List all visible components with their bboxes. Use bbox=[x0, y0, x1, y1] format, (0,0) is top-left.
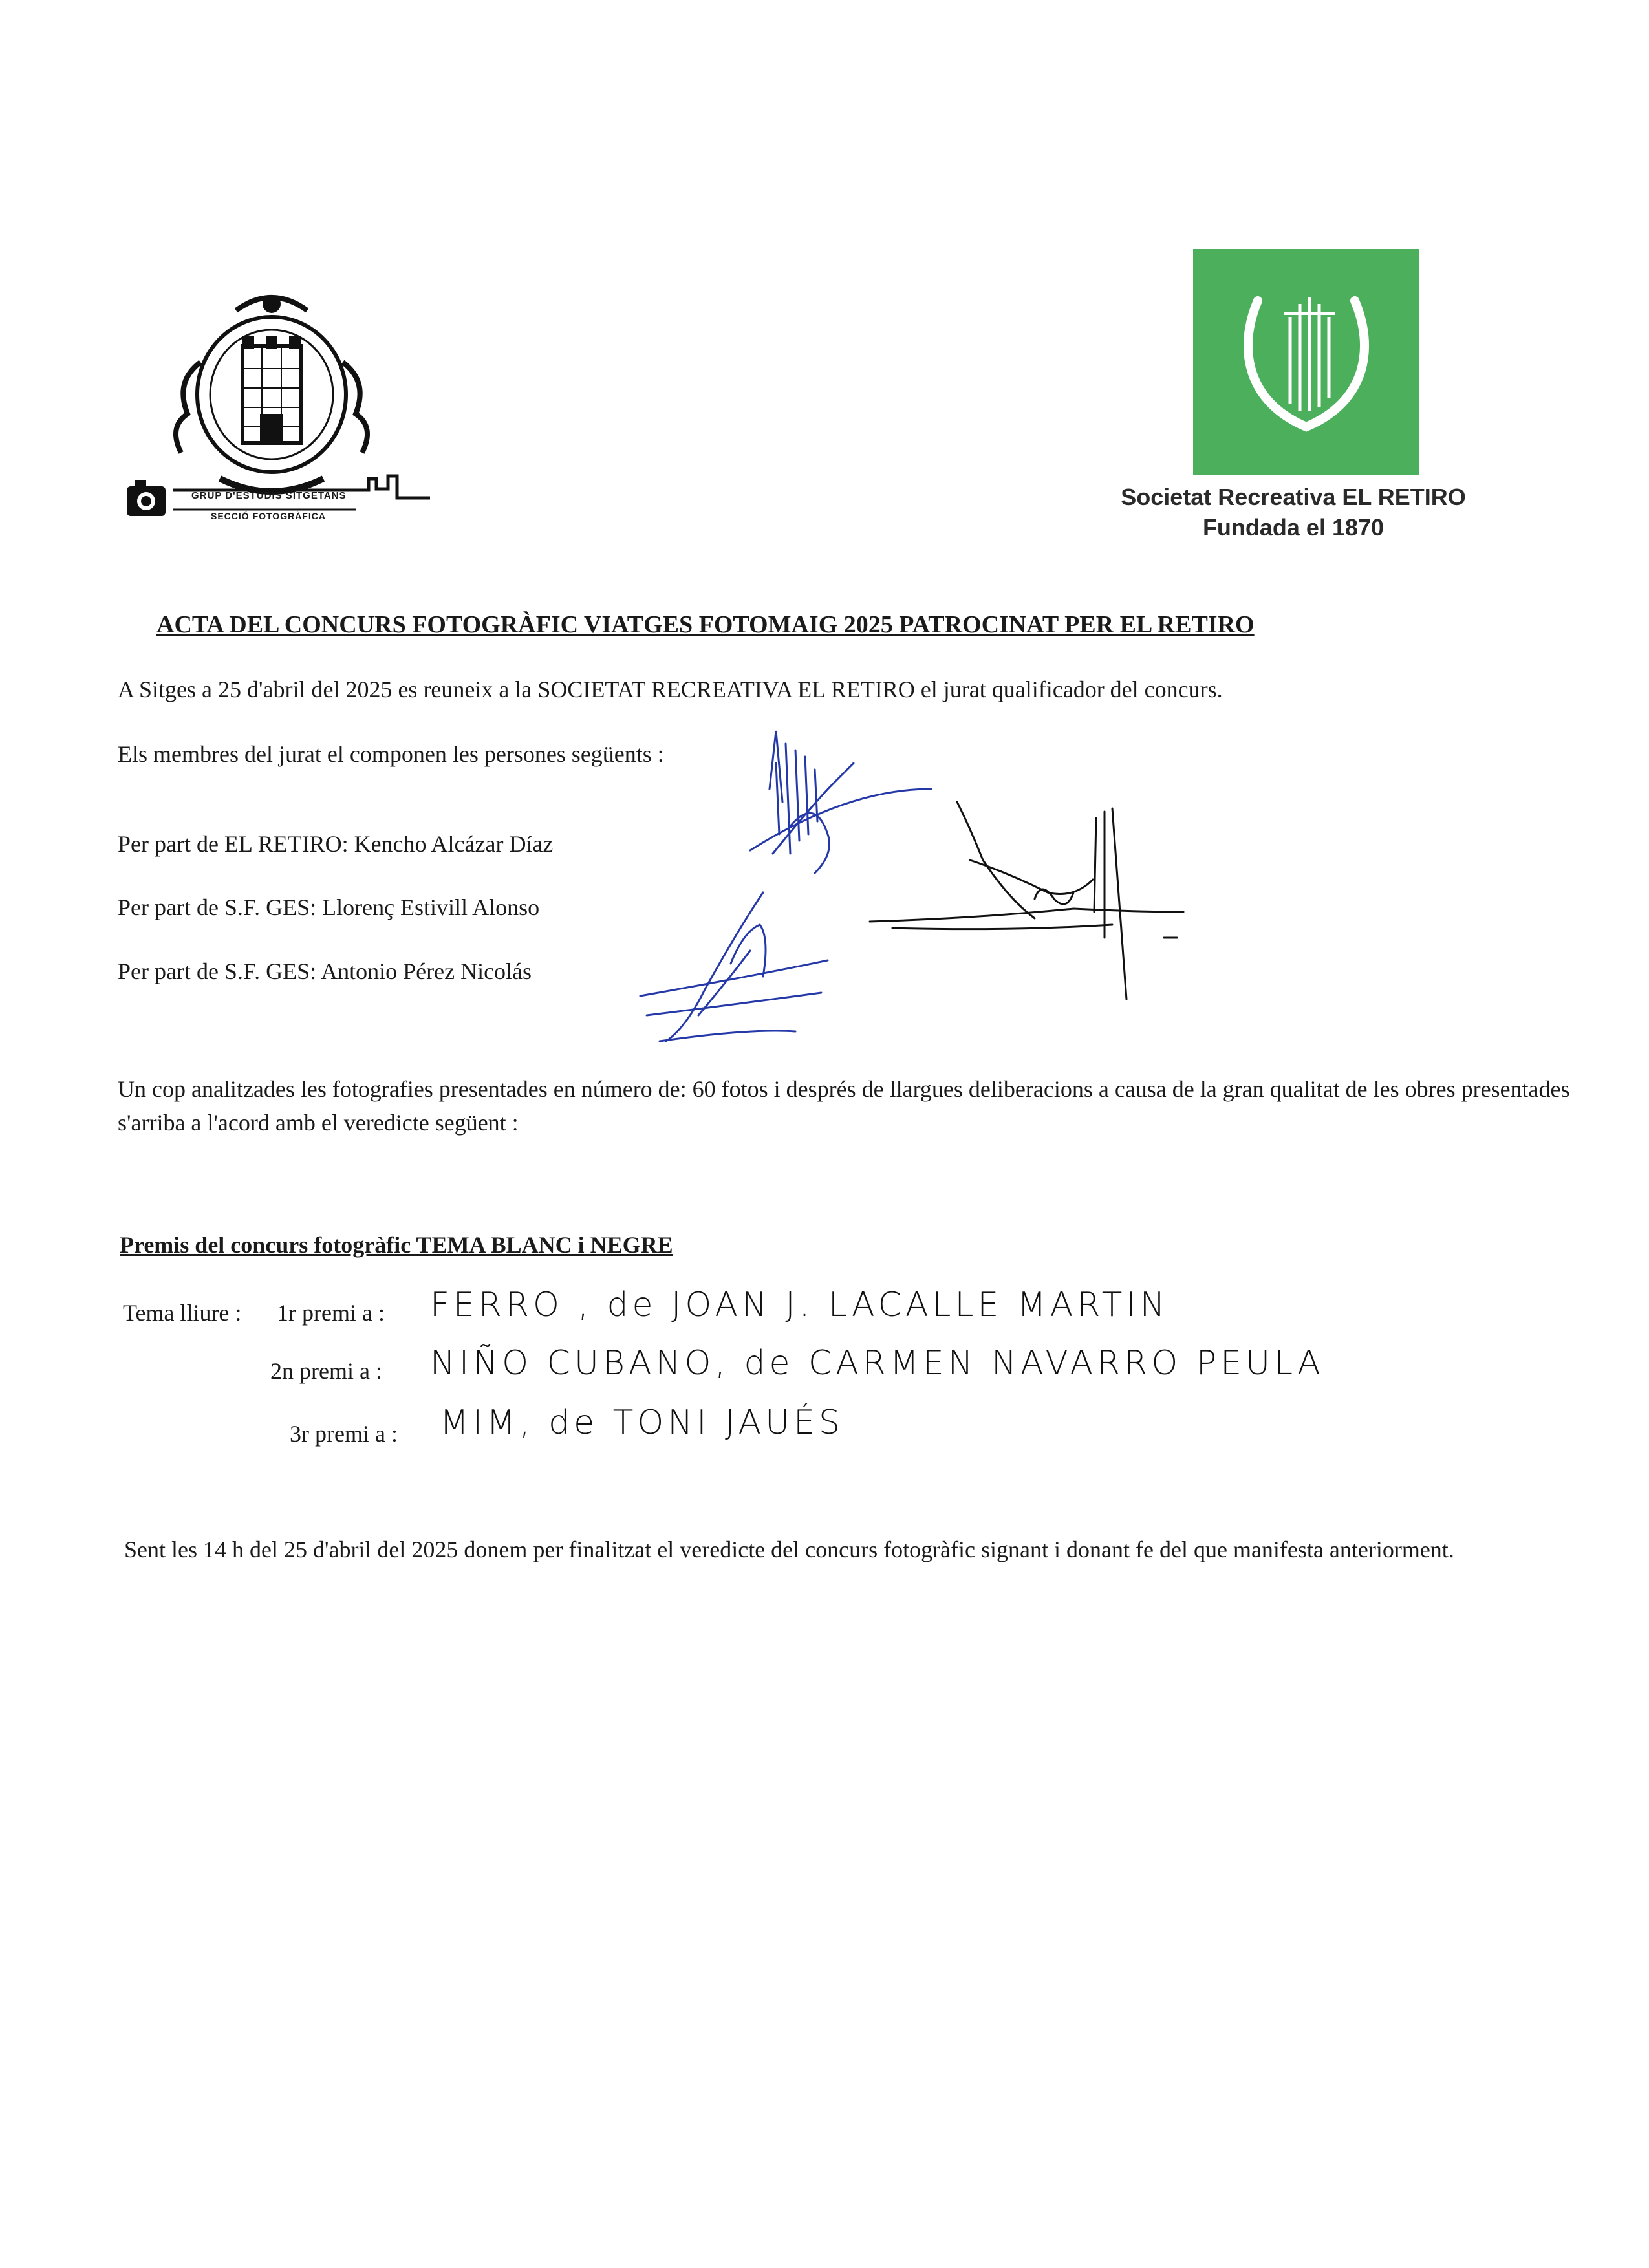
prize-3-label: 3r premi a : bbox=[290, 1421, 398, 1447]
jury-member-1: Per part de EL RETIRO: Kencho Alcázar Díaz bbox=[118, 831, 554, 857]
document-title: ACTA DEL CONCURS FOTOGRÀFIC VIATGES FOTOMAIG 2025 PATROCINAT PER EL RETIRO bbox=[156, 611, 1255, 638]
ges-logo-caption-section: SECCIÓ FOTOGRÀFICA bbox=[211, 511, 326, 521]
jury-intro: Els membres del jurat el componen les persones següents : bbox=[118, 741, 664, 767]
analysis-paragraph: Un cop analitzades les fotografies presentades en número de: 60 fotos i després de llargues deliberacions a causa de la gran qualitat de les obres presentades s'arriba a l'acord amb el veredicte següent : bbox=[118, 1076, 1570, 1136]
retiro-lyre-logo bbox=[1193, 249, 1419, 475]
jury-member-2: Per part de S.F. GES: Llorenç Estivill Alonso bbox=[118, 894, 540, 920]
retiro-founded-year: Fundada el 1870 bbox=[1202, 514, 1385, 541]
intro-paragraph: A Sitges a 25 d'abril del 2025 es reuneix a la SOCIETAT RECREATIVA EL RETIRO el jurat qualificador del concurs. bbox=[118, 676, 1223, 702]
prize-3-winner: MIM, de TONI JAUÉS bbox=[440, 1403, 845, 1442]
prize-2-label: 2n premi a : bbox=[270, 1358, 382, 1384]
prize-1-label: 1r premi a : bbox=[277, 1300, 385, 1326]
prizes-heading: Premis del concurs fotogràfic TEMA BLANC i NEGRE bbox=[120, 1232, 673, 1258]
prize-2-winner: NIÑO CUBANO, de CARMEN NAVARRO PEULA bbox=[430, 1344, 1324, 1383]
ges-logo-caption-name: GRUP D'ESTUDIS SITGETANS bbox=[191, 490, 347, 501]
retiro-society-name: Societat Recreativa EL RETIRO bbox=[1121, 484, 1466, 510]
jury-member-3: Per part de S.F. GES: Antonio Pérez Nicolás bbox=[118, 958, 532, 984]
prize-category: Tema lliure : bbox=[123, 1300, 242, 1326]
closing-paragraph: Sent les 14 h del 25 d'abril del 2025 donem per finalitzat el veredicte del concurs fotogràfic signant i donant fe del que manifesta anteriorment. bbox=[124, 1537, 1454, 1562]
signature-estivill bbox=[870, 802, 1183, 999]
lyre-icon bbox=[1193, 249, 1419, 475]
signature-perez bbox=[640, 892, 828, 1041]
signature-kencho bbox=[750, 731, 931, 873]
prize-1-winner: FERRO , de JOAN J. LACALLE MARTIN bbox=[430, 1286, 1169, 1324]
jury-signatures bbox=[621, 705, 1203, 1067]
